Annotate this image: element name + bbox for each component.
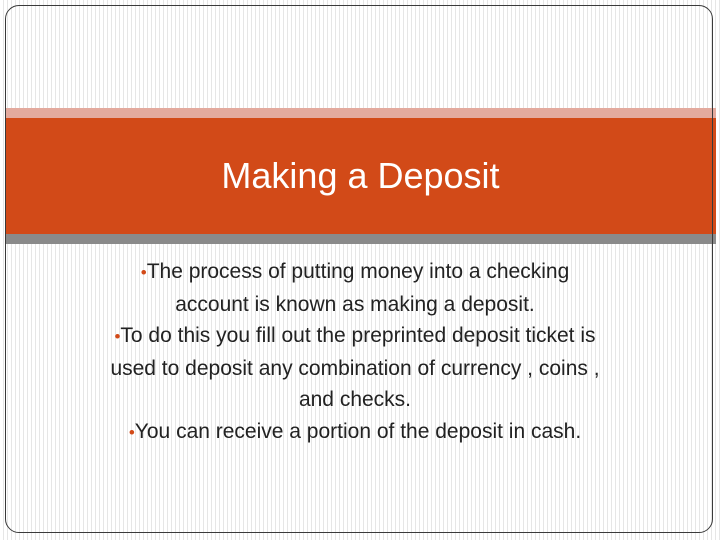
title-band-bottom-stripe	[5, 234, 716, 244]
bullet-text: You can receive a portion of the deposit in cash.	[134, 419, 582, 443]
bullet-text: The process of putting money into a checking account is known as making a deposit.	[146, 260, 570, 316]
slide-body	[110, 256, 600, 540]
title-band-top-stripe	[5, 108, 716, 118]
slide-title: Making a Deposit	[221, 155, 500, 196]
bullet-icon: •	[140, 263, 147, 282]
bullet-icon: •	[128, 422, 135, 442]
bullet-item	[110, 256, 600, 320]
bullet-icon: •	[114, 327, 121, 346]
bullet-item	[110, 416, 600, 449]
bullet-text: To do this you fill out the preprinted deposit ticket is used to deposit any combination of currency , coins , and checks.	[110, 324, 600, 411]
bullet-item	[110, 320, 600, 416]
